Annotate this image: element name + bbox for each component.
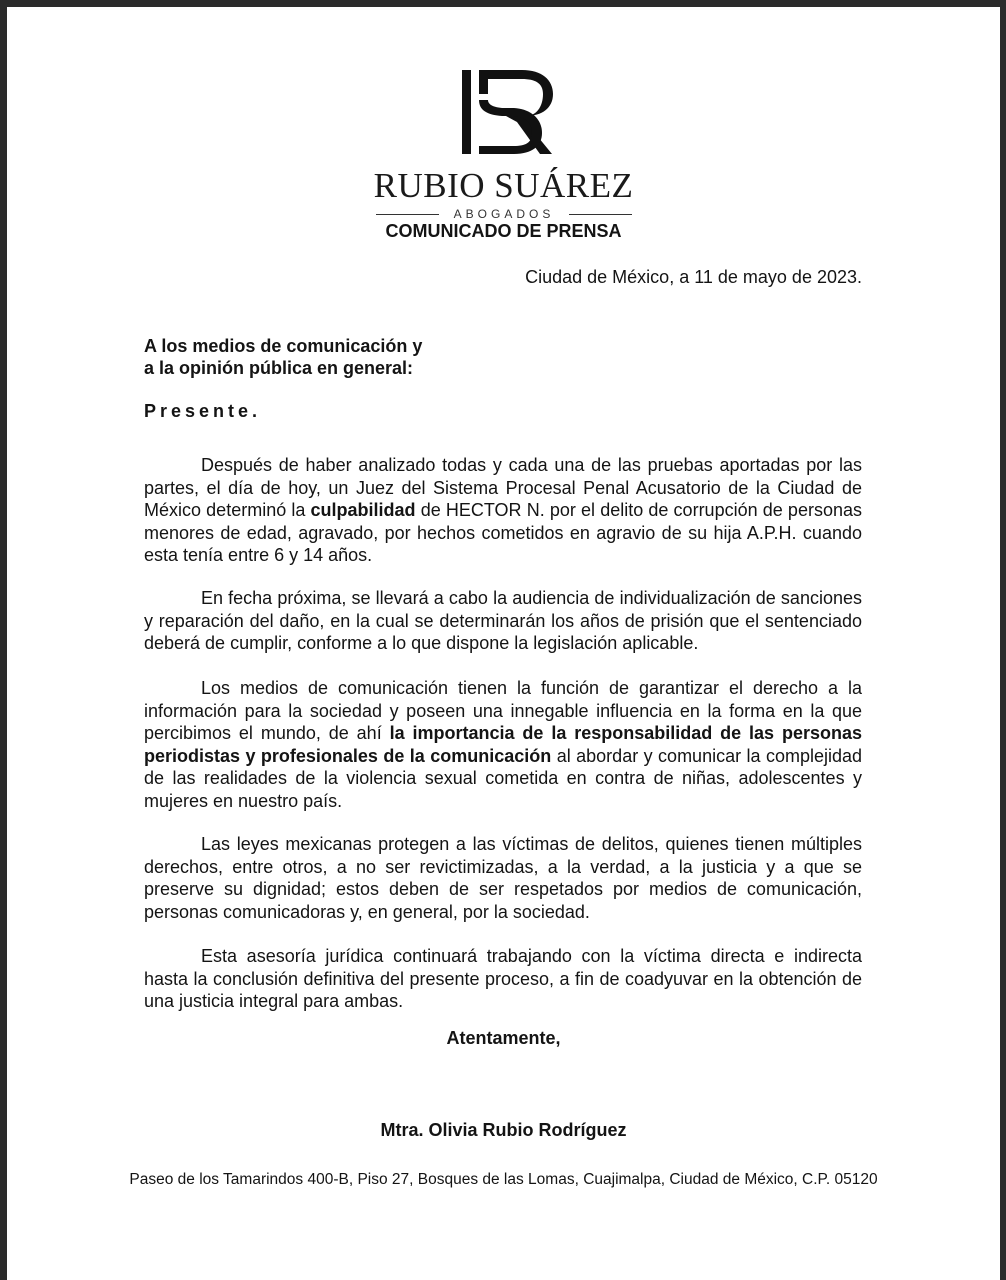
body-paragraph-1	[144, 454, 862, 567]
body-paragraph-3	[144, 677, 862, 812]
addressee-line-1: A los medios de comunicación y	[144, 336, 423, 356]
footer-address: Paseo de los Tamarindos 400-B, Piso 27, Bosques de las Lomas, Cuajimalpa, Ciudad de México, C.P. 05120	[129, 1171, 878, 1188]
date-line: Ciudad de México, a 11 de mayo de 2023.	[525, 267, 862, 287]
rs-monogram-logo	[462, 70, 556, 154]
p1-bold-text: culpabilidad	[310, 500, 416, 520]
document-type-heading: COMUNICADO DE PRENSA	[385, 221, 622, 241]
p1-text-before: Después de haber analizado todas y cada una de las pruebas aportadas por las partes, el día de hoy, un Juez del Sistema Procesal Penal Acusatorio de la Ciudad de México determinó la	[144, 455, 862, 520]
signer-name: Mtra. Olivia Rubio Rodríguez	[380, 1120, 627, 1140]
body-paragraph-5: Esta asesoría jurídica continuará trabajando con la víctima directa e indirecta hasta la conclusión definitiva del presente proceso, a fin de coadyuvar en la obtención de una justicia integral para ambas.	[144, 946, 862, 1011]
document-page	[7, 7, 1000, 1280]
addressee	[144, 335, 644, 379]
body-paragraph-2: En fecha próxima, se llevará a cabo la audiencia de individualización de sanciones y reparación del daño, en la cual se determinarán los años de prisión que el sentenciado deberá de cumplir, conforme a lo que dispone la legislación aplicable.	[144, 588, 862, 653]
firm-subtitle: ABOGADOS	[453, 207, 555, 221]
p1-text-after: de HECTOR N. por el delito de corrupción de personas menores de edad, agravado, por hechos cometidos en agravio de su hija A.P.H. cuando esta tenía entre 6 y 14 años.	[144, 500, 862, 565]
closing: Atentamente,	[446, 1028, 561, 1048]
addressee-line-2: a la opinión pública en general:	[144, 358, 414, 378]
body-paragraph-4: Las leyes mexicanas protegen a las víctimas de delitos, quienes tienen múltiples derechos, entre otros, a no ser revictimizadas, a la verdad, a la justicia y a que se preserve su dignidad; estos deben de ser respetados por medios de comunicación, personas comunicadoras y, en general, por la sociedad.	[144, 834, 862, 922]
salutation: Presente.	[144, 401, 262, 421]
p3-text-before: Los medios de comunicación tienen la función de garantizar el derecho a la información para la sociedad y poseen una innegable influencia en la forma en la que percibimos el mundo, de ahí	[144, 678, 862, 743]
p3-text-after: al abordar y comunicar la complejidad de las realidades de la violencia sexual cometida en contra de niñas, adolescentes y mujeres en nuestro país.	[144, 745, 863, 811]
p3-bold-text: la importancia de la responsabilidad de las personas periodistas y profesionales de la comunicación	[144, 723, 862, 766]
firm-name: RUBIO SUÁREZ	[373, 166, 634, 205]
subtitle-rule-right	[569, 214, 632, 215]
subtitle-rule-left	[376, 214, 439, 215]
